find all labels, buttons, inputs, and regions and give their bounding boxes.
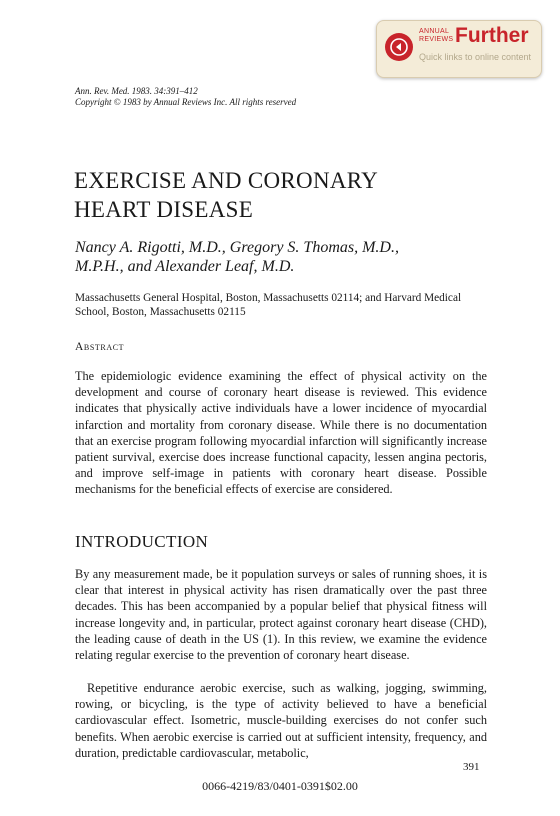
introduction-paragraph-1: By any measurement made, be it population surveys or sales of running shoes, it is clear that interest in physical activity has risen dramatically over the past three decades. This has been accompanied by a popular belief that physical fitness will increase longevity and, in particular, protect against coronary heart disease (CHD), the leading cause of death in the US (1). In this review, we examine the evidence relating regular exercise to the prevention of coronary heart disease. xyxy=(75,567,487,663)
page-number: 391 xyxy=(463,761,480,773)
brand-small-line: REVIEWS xyxy=(419,36,454,43)
journal-citation xyxy=(75,86,296,108)
authors-line-1: Nancy A. Rigotti, M.D., Gregory S. Thomas, M.D., xyxy=(75,239,399,256)
citation-line-1: Ann. Rev. Med. 1983. 34:391–412 xyxy=(75,86,198,96)
abstract-text: The epidemiologic evidence examining the effect of physical activity on the development and course of coronary heart disease is reviewed. This evidence indicates that physically active individuals have a lower incidence of myocardial infarction and mortality from coronary disease. While there is no documentation that an exercise program following myocardial infarction will significantly increase patient survival, exercise does increase functional capacity, lessen angina pectoris, and improve self-image in patients with coronary heart disease. Possible mechanisms for the beneficial effects of exercise are considered. xyxy=(75,369,487,497)
title-line-1: EXERCISE AND CORONARY xyxy=(74,168,379,193)
brand-small-line: ANNUAL xyxy=(419,28,450,35)
price-code: 0066-4219/83/0401-0391$02.00 xyxy=(202,779,358,793)
article-title xyxy=(74,166,378,224)
title-line-2: HEART DISEASE xyxy=(74,197,254,222)
author-affiliation: Massachusetts General Hospital, Boston, Massachusetts 02114; and Harvard Medical School, Boston, Massachusetts 02115 xyxy=(75,292,462,318)
author-list xyxy=(75,238,399,276)
introduction-heading: INTRODUCTION xyxy=(75,532,209,551)
play-arrow-icon xyxy=(385,33,413,61)
brand-small-text xyxy=(419,28,453,44)
authors-line-2: M.P.H., and Alexander Leaf, M.D. xyxy=(75,258,295,275)
introduction-paragraph-2: Repetitive endurance aerobic exercise, such as walking, jogging, swimming, rowing, or bicycling, is the type of activity believed to have a beneficial cardiovascular effect. Isometric, muscle-building exercises do not confer such benefits. When aerobic exercise is carried out at sufficient intensity, frequency, and duration, predictable cardiovascular, metabolic, xyxy=(75,681,487,760)
abstract-heading: Abstract xyxy=(75,341,125,353)
annual-reviews-further-banner[interactable] xyxy=(376,20,542,78)
banner-tagline[interactable]: Quick links to online content xyxy=(419,52,532,62)
citation-line-2: Copyright © 1983 by Annual Reviews Inc. All rights reserved xyxy=(75,97,297,107)
brand-further-text: Further xyxy=(455,24,529,47)
